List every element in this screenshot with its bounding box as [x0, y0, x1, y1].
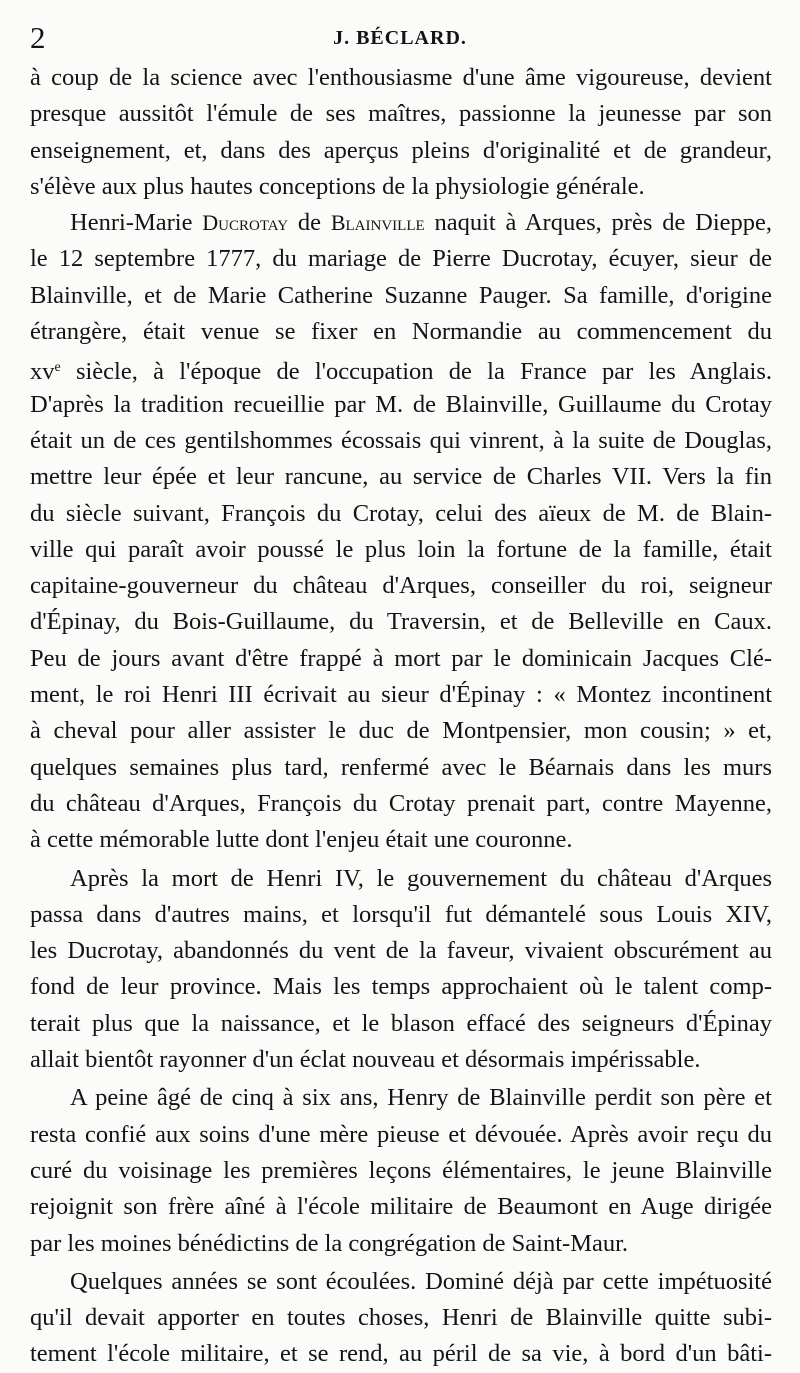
text-fragment: Henri-Marie [70, 209, 203, 237]
text-line: les Ducrotay, abandonnés du vent de la faveur, vivaient obscurément au [30, 937, 772, 965]
text-line: curé du voisinage les premières leçons élémentaires, le jeune Blainville [30, 1156, 772, 1184]
text-line: resta confié aux soins d'une mère pieuse et dévouée. Après avoir reçu du [30, 1120, 772, 1148]
paragraph-4 [30, 1080, 772, 1261]
text-line [30, 350, 772, 386]
text-line: à cette mémorable lutte dont l'enjeu était une couronne. [30, 826, 573, 854]
text-line: étrangère, était venue se fixer en Normandie au commencement du [30, 318, 772, 346]
text-line: quelques semaines plus tard, renfermé avec le Béarnais dans les murs [30, 753, 772, 781]
superscript: e [54, 360, 61, 376]
text-line: presque aussitôt l'émule de ses maîtres, passionne la jeunesse par son [30, 100, 772, 128]
text-line: le 12 septembre 1777, du mariage de Pierre Ducrotay, écuyer, sieur de [30, 245, 772, 273]
text-line: mettre leur épée et leur rancune, au service de Charles VII. Vers la fin [30, 463, 772, 491]
text-line: terait plus que la naissance, et le blason effacé des seigneurs d'Épinay [30, 1009, 772, 1037]
text-line: allait bientôt rayonner d'un éclat nouveau et désormais impérissable. [30, 1046, 701, 1074]
text-line: Peu de jours avant d'être frappé à mort par le dominicain Jacques Clé- [30, 644, 772, 672]
paragraph-1 [30, 60, 772, 205]
text-fragment: siècle, à l'époque de l'occupation de la France par les Anglais. [60, 358, 772, 386]
text-line: Après la mort de Henri IV, le gouvernement du château d'Arques [70, 864, 772, 892]
text-line: du siècle suivant, François du Crotay, celui des aïeux de M. de Blain- [30, 499, 772, 527]
text-line: capitaine-gouverneur du château d'Arques, conseiller du roi, seigneur [30, 572, 772, 600]
text-line: à coup de la science avec l'enthousiasme d'une âme vigoureuse, devient [30, 64, 772, 91]
paragraph-3 [30, 861, 772, 1079]
text-line: enseignement, et, dans des aperçus pleins d'originalité et de grandeur, [30, 136, 772, 164]
text-fragment: naquit à Arques, près de Dieppe, [424, 209, 773, 237]
text-line: à cheval pour aller assister le duc de Montpensier, mon cousin; » et, [30, 717, 772, 745]
running-head: J. BÉCLARD. [333, 27, 467, 49]
text-line: A peine âgé de cinq à six ans, Henry de Blainville perdit son père et [70, 1084, 772, 1112]
page-body [30, 60, 772, 1373]
text-line: qu'il devait apporter en toutes choses, Henri de Blainville quitte subi- [30, 1304, 772, 1332]
text-line: d'Épinay, du Bois-Guillaume, du Traversin, et de Belleville en Caux. [30, 608, 772, 636]
text-line: du château d'Arques, François du Crotay prenait part, contre Mayenne, [30, 789, 772, 817]
text-line: Blainville, et de Marie Catherine Suzanne Pauger. Sa famille, d'origine [30, 281, 772, 309]
text-line: par les moines bénédictins de la congrégation de Saint-Maur. [30, 1229, 629, 1257]
paragraph-5 [30, 1264, 772, 1373]
text-line: D'après la tradition recueillie par M. de Blainville, Guillaume du Crotay [30, 390, 772, 418]
text-fragment: de [288, 209, 331, 237]
text-line: ment, le roi Henri III écrivait au sieur d'Épinay : « Montez incontinent [30, 681, 772, 709]
page-number: 2 [30, 20, 46, 55]
text-line: tement l'école militaire, et se rend, au péril de sa vie, à bord d'un bâti- [30, 1340, 772, 1368]
text-line: rejoignit son frère aîné à l'école militaire de Beaumont en Auge dirigée [30, 1193, 772, 1221]
text-line: ville qui paraît avoir poussé le plus loin la fortune de la famille, était [30, 535, 772, 563]
surname-smallcaps: Ducrotay [202, 210, 289, 236]
text-line: s'élève aux plus hautes conceptions de la physiologie générale. [30, 172, 645, 200]
text-line: Quelques années se sont écoulées. Dominé déjà par cette impétuosité [70, 1267, 772, 1295]
paragraph-2 [30, 205, 772, 858]
page-header [30, 18, 770, 58]
text-line: était un de ces gentilshommes écossais qui vinrent, à la suite de Douglas, [30, 426, 772, 454]
text-line: passa dans d'autres mains, et lorsqu'il fut démantelé sous Louis XIV, [30, 900, 772, 928]
text-line: fond de leur province. Mais les temps approchaient où le talent comp- [30, 973, 772, 1001]
surname-smallcaps: Blainville [330, 210, 425, 236]
text-line [30, 205, 772, 241]
century-numeral: xv [30, 358, 55, 386]
